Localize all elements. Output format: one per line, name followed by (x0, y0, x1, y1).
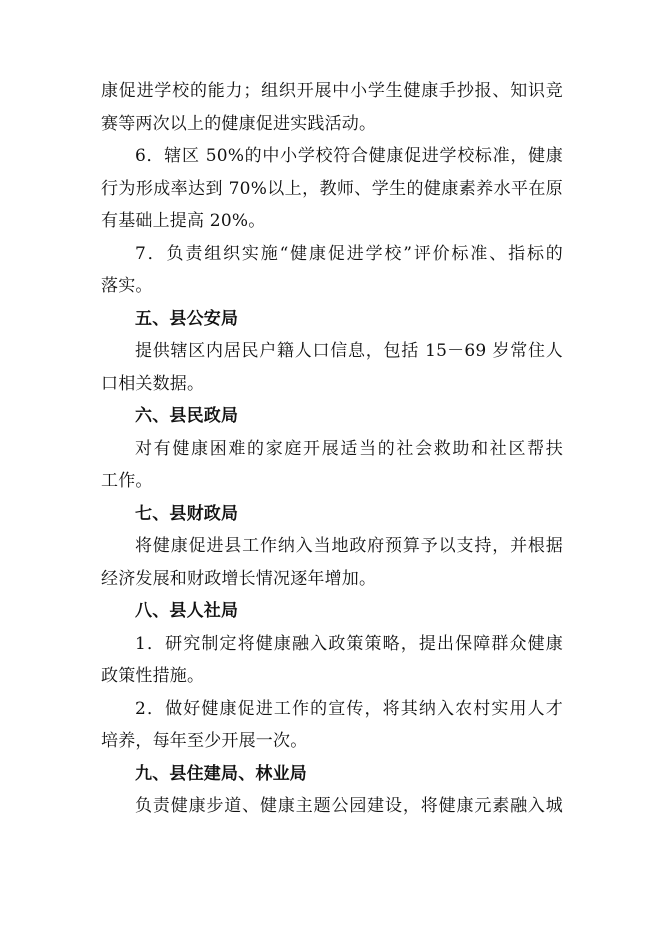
text-line: 赛等两次以上的健康促进实践活动。 (101, 113, 377, 134)
section-heading: 七、县财政局 (135, 503, 239, 524)
text-line: 行为形成率达到 70%以上，教师、学生的健康素养水平在原 (101, 178, 563, 199)
text-line: 康促进学校的能力；组织开展中小学生健康手抄报、知识竞 (101, 81, 563, 101)
text-line: 经济发展和财政增长情况逐年增加。 (101, 568, 377, 589)
section-heading: 六、县民政局 (135, 406, 239, 426)
section-heading: 五、县公安局 (135, 308, 239, 329)
text-line: 7．负责组织实施“健康促进学校”评价标准、指标的 (135, 243, 563, 264)
text-line: 口相关数据。 (101, 373, 205, 394)
text-line: 2．做好健康促进工作的宣传，将其纳入农村实用人才 (135, 698, 563, 719)
text-line: 提供辖区内居民户籍人口信息，包括 15－69 岁常住人 (135, 341, 563, 361)
text-line: 对有健康困难的家庭开展适当的社会救助和社区帮扶 (135, 438, 563, 459)
text-line: 负责健康步道、健康主题公园建设，将健康元素融入城 (135, 796, 563, 816)
text-line: 有基础上提高 20%。 (101, 211, 266, 231)
section-heading: 九、县住建局、林业局 (135, 763, 307, 784)
text-line: 1．研究制定将健康融入政策策略，提出保障群众健康 (135, 633, 563, 654)
text-line: 工作。 (101, 471, 153, 491)
text-line: 落实。 (101, 276, 153, 296)
section-heading: 八、县人社局 (135, 601, 239, 621)
text-line: 培养，每年至少开展一次。 (101, 731, 308, 751)
document-body (101, 75, 563, 823)
text-line: 将健康促进县工作纳入当地政府预算予以支持，并根据 (135, 536, 563, 556)
text-line: 政策性措施。 (101, 666, 205, 686)
text-line: 6．辖区 50%的中小学校符合健康促进学校标准，健康 (135, 146, 563, 166)
